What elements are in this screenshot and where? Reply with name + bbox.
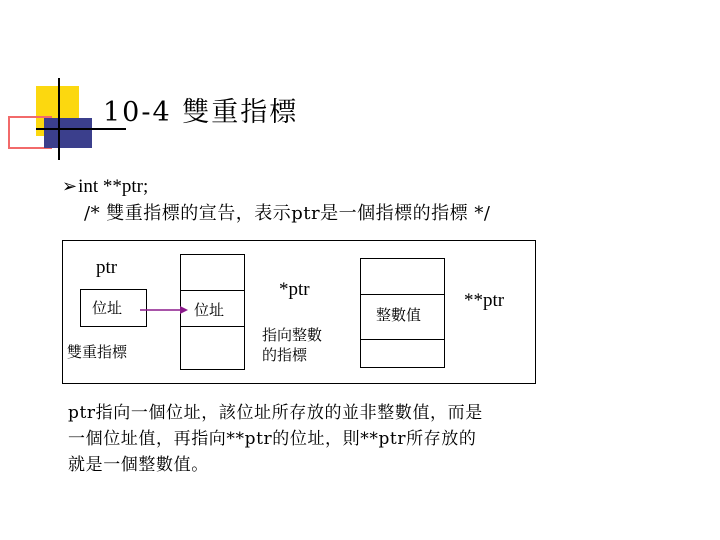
address-label: 位址 <box>194 301 225 319</box>
decor-vertical-line <box>58 78 60 160</box>
double-pointer-label: 雙重指標 <box>67 343 128 361</box>
double-star-ptr-label: **ptr <box>464 290 505 311</box>
code-bullet <box>62 177 148 196</box>
address-label: 位址 <box>92 299 123 317</box>
points-to-int-line: 的指標 <box>262 346 308 365</box>
points-to-int-label <box>262 325 322 366</box>
code-comment: /* 雙重指標的宣告，表示ptr是一個指標的指標 */ <box>84 203 491 224</box>
decor-blue-square <box>44 118 92 148</box>
address-box-divider <box>180 326 245 327</box>
explanation-paragraph <box>68 400 708 478</box>
address-box-divider <box>180 290 245 291</box>
paragraph-line: ptr指向一個位址，該位址所存放的並非整數值，而是 <box>68 403 483 423</box>
decor-horizontal-line <box>36 128 126 130</box>
ptr-label: ptr <box>96 257 118 278</box>
paragraph-line: 就是一個整數值。 <box>68 455 209 475</box>
code-line: int **ptr; <box>78 176 149 197</box>
pointer-arrow-icon <box>140 300 190 320</box>
integer-value-label: 整數值 <box>376 306 422 324</box>
paragraph-line: 一個位址值，再指向**ptr的位址，則**ptr所存放的 <box>68 429 477 449</box>
points-to-int-line: 指向整數 <box>262 326 323 344</box>
integer-box-divider <box>360 294 445 295</box>
arrow-bullet-icon: ➢ <box>62 176 78 196</box>
integer-box-divider <box>360 339 445 340</box>
slide-title: 10-4 雙重指標 <box>103 97 299 128</box>
star-ptr-label: *ptr <box>279 279 310 300</box>
